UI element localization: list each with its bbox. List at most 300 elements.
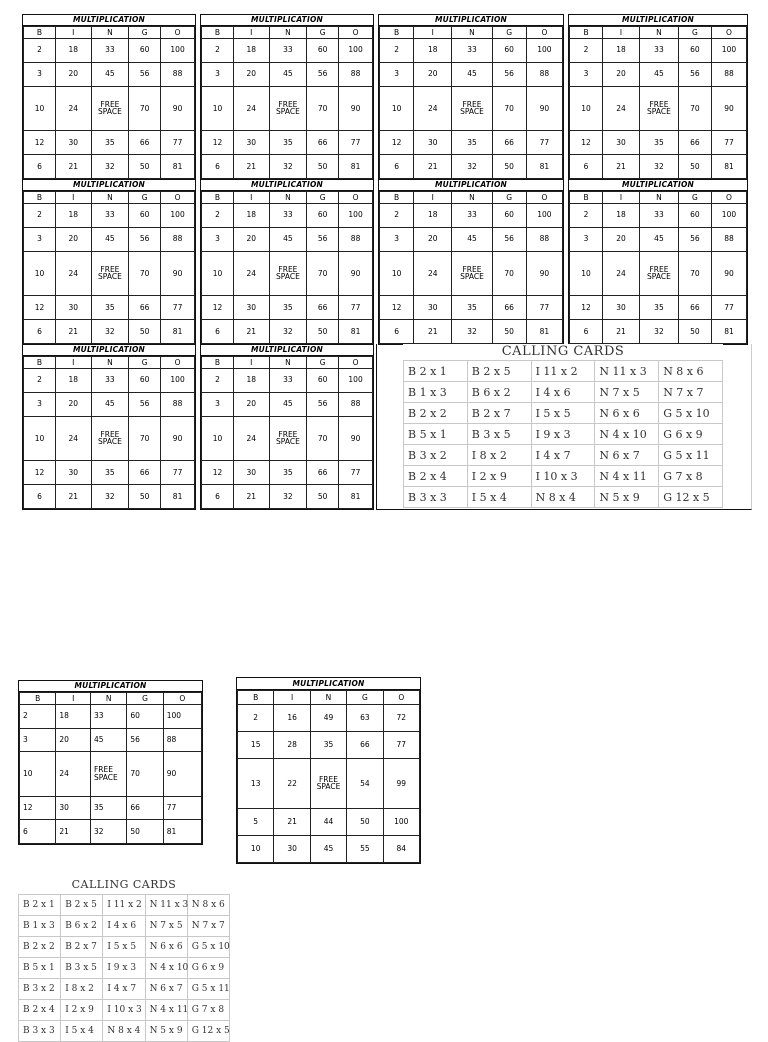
number-cell: 77 — [163, 796, 201, 820]
number-cell: 60 — [492, 39, 526, 63]
free-space-cell: FREE SPACE — [310, 758, 346, 809]
calling-card: B 2 x 2 — [404, 403, 468, 424]
column-header: G — [307, 27, 339, 39]
bingo-grid — [201, 191, 373, 344]
number-cell: 18 — [414, 204, 452, 228]
number-cell: 56 — [492, 62, 526, 86]
number-cell: 90 — [339, 251, 373, 296]
grid-row — [380, 204, 563, 228]
number-cell: 70 — [307, 416, 339, 461]
number-cell: 33 — [91, 204, 129, 228]
column-header: N — [269, 192, 307, 204]
number-cell: 70 — [129, 86, 161, 131]
number-cell: 45 — [91, 62, 129, 86]
calling-card: B 3 x 3 — [404, 487, 468, 508]
number-cell: 60 — [678, 204, 711, 228]
grid-row — [24, 296, 195, 320]
column-header: B — [570, 27, 603, 39]
number-cell: 45 — [452, 62, 492, 86]
number-cell: 50 — [129, 485, 161, 509]
number-cell: 81 — [339, 155, 373, 179]
number-cell: 88 — [711, 227, 746, 251]
number-cell: 32 — [91, 485, 129, 509]
calling-card: B 2 x 5 — [61, 895, 103, 916]
number-cell: 21 — [233, 155, 269, 179]
number-cell: 77 — [383, 731, 419, 758]
number-cell: 21 — [56, 820, 91, 844]
number-cell: 30 — [414, 296, 452, 320]
number-cell: 56 — [129, 392, 161, 416]
bingo-card — [200, 14, 374, 180]
grid-row — [570, 227, 747, 251]
column-header: N — [269, 27, 307, 39]
number-cell: 81 — [339, 320, 373, 344]
free-space-cell: FREE SPACE — [640, 251, 679, 296]
number-cell: 50 — [347, 809, 383, 836]
number-cell: 56 — [129, 62, 161, 86]
number-cell: 12 — [380, 296, 414, 320]
number-cell: 45 — [91, 392, 129, 416]
calling-card: G 6 x 9 — [659, 424, 723, 445]
calling-card: I 11 x 2 — [103, 895, 145, 916]
column-header: I — [233, 357, 269, 369]
number-cell: 3 — [380, 62, 414, 86]
grid-row — [24, 416, 195, 461]
calling-card: I 5 x 4 — [467, 487, 531, 508]
number-cell: 3 — [570, 62, 603, 86]
number-cell: 20 — [55, 392, 91, 416]
number-cell: 2 — [20, 705, 56, 729]
grid-row — [570, 86, 747, 131]
grid-row — [24, 62, 195, 86]
free-space-cell: FREE SPACE — [91, 251, 129, 296]
calling-card: N 6 x 7 — [145, 979, 187, 1000]
bingo-grid — [569, 26, 747, 179]
number-cell: 3 — [24, 62, 56, 86]
number-cell: 6 — [202, 485, 234, 509]
number-cell: 3 — [24, 392, 56, 416]
calling-cards — [18, 876, 230, 1042]
column-header: I — [56, 693, 91, 705]
number-cell: 90 — [526, 251, 562, 296]
grid-row — [202, 416, 373, 461]
grid-row — [570, 131, 747, 155]
number-cell: 45 — [640, 227, 679, 251]
calling-card: G 5 x 11 — [187, 979, 229, 1000]
column-header: O — [161, 27, 195, 39]
number-cell: 21 — [603, 155, 640, 179]
number-cell: 20 — [56, 728, 91, 752]
number-cell: 66 — [678, 296, 711, 320]
bingo-card — [200, 179, 374, 345]
calling-card: B 2 x 1 — [404, 361, 468, 382]
number-cell: 6 — [202, 320, 234, 344]
number-cell: 32 — [452, 320, 492, 344]
number-cell: 60 — [307, 39, 339, 63]
number-cell: 100 — [163, 705, 201, 729]
number-cell: 45 — [640, 62, 679, 86]
number-cell: 10 — [202, 251, 234, 296]
column-header: B — [202, 192, 234, 204]
number-cell: 77 — [339, 461, 373, 485]
number-cell: 10 — [24, 251, 56, 296]
calling-card: I 4 x 7 — [531, 445, 595, 466]
number-cell: 30 — [56, 796, 91, 820]
bingo-grid — [23, 191, 195, 344]
bingo-grid — [19, 692, 202, 844]
calling-card: B 2 x 7 — [61, 937, 103, 958]
calling-card: B 3 x 3 — [19, 1021, 61, 1042]
grid-row — [202, 461, 373, 485]
bingo-card — [22, 344, 196, 510]
calling-card: G 5 x 10 — [659, 403, 723, 424]
number-cell: 30 — [233, 296, 269, 320]
number-cell: 90 — [339, 86, 373, 131]
grid-row — [24, 155, 195, 179]
calling-card: I 10 x 3 — [531, 466, 595, 487]
number-cell: 3 — [570, 227, 603, 251]
number-cell: 35 — [91, 131, 129, 155]
column-header: O — [711, 27, 746, 39]
number-cell: 66 — [347, 731, 383, 758]
number-cell: 35 — [452, 131, 492, 155]
grid-row — [202, 39, 373, 63]
calling-card: N 8 x 4 — [531, 487, 595, 508]
number-cell: 70 — [492, 251, 526, 296]
calling-card: N 8 x 4 — [103, 1021, 145, 1042]
calling-card: N 4 x 10 — [145, 958, 187, 979]
number-cell: 6 — [570, 320, 603, 344]
number-cell: 24 — [603, 86, 640, 131]
grid-row — [380, 251, 563, 296]
number-cell: 81 — [163, 820, 201, 844]
grid-row — [202, 251, 373, 296]
grid-row — [380, 39, 563, 63]
calling-card: N 4 x 11 — [595, 466, 659, 487]
number-cell: 66 — [492, 131, 526, 155]
calling-card: B 2 x 2 — [19, 937, 61, 958]
number-cell: 55 — [347, 836, 383, 863]
number-cell: 88 — [161, 227, 195, 251]
number-cell: 30 — [603, 131, 640, 155]
number-cell: 88 — [526, 227, 562, 251]
bingo-card — [236, 677, 421, 864]
number-cell: 18 — [603, 39, 640, 63]
column-header: N — [452, 27, 492, 39]
grid-row — [570, 39, 747, 63]
number-cell: 77 — [526, 296, 562, 320]
number-cell: 100 — [383, 809, 419, 836]
free-space-cell: FREE SPACE — [91, 86, 129, 131]
number-cell: 2 — [202, 39, 234, 63]
column-header: B — [570, 192, 603, 204]
number-cell: 3 — [24, 227, 56, 251]
grid-row — [20, 820, 202, 844]
number-cell: 56 — [307, 227, 339, 251]
number-cell: 12 — [380, 131, 414, 155]
column-header: N — [91, 192, 129, 204]
column-header: O — [526, 192, 562, 204]
column-header: G — [127, 693, 163, 705]
grid-row — [380, 320, 563, 344]
number-cell: 70 — [129, 251, 161, 296]
calling-card: N 4 x 11 — [145, 1000, 187, 1021]
number-cell: 15 — [238, 731, 274, 758]
number-cell: 30 — [233, 131, 269, 155]
number-cell: 35 — [310, 731, 346, 758]
grid-row — [380, 296, 563, 320]
number-cell: 6 — [202, 155, 234, 179]
calling-card: B 3 x 5 — [61, 958, 103, 979]
number-cell: 81 — [711, 155, 746, 179]
number-cell: 24 — [414, 251, 452, 296]
number-cell: 24 — [603, 251, 640, 296]
number-cell: 56 — [307, 62, 339, 86]
column-header: G — [129, 192, 161, 204]
number-cell: 24 — [233, 416, 269, 461]
grid-row — [570, 320, 747, 344]
number-cell: 24 — [55, 416, 91, 461]
number-cell: 35 — [640, 296, 679, 320]
number-cell: 44 — [310, 809, 346, 836]
calling-card: N 7 x 7 — [187, 916, 229, 937]
number-cell: 32 — [90, 820, 126, 844]
number-cell: 49 — [310, 705, 346, 732]
number-cell: 45 — [90, 728, 126, 752]
number-cell: 90 — [161, 416, 195, 461]
number-cell: 50 — [129, 320, 161, 344]
number-cell: 32 — [640, 155, 679, 179]
number-cell: 30 — [603, 296, 640, 320]
number-cell: 100 — [711, 39, 746, 63]
free-space-cell: FREE SPACE — [452, 86, 492, 131]
number-cell: 33 — [91, 369, 129, 393]
number-cell: 66 — [307, 131, 339, 155]
number-cell: 60 — [492, 204, 526, 228]
number-cell: 12 — [24, 296, 56, 320]
grid-row — [202, 485, 373, 509]
number-cell: 77 — [161, 461, 195, 485]
number-cell: 35 — [91, 296, 129, 320]
number-cell: 90 — [711, 251, 746, 296]
calling-card: B 6 x 2 — [61, 916, 103, 937]
grid-row — [24, 320, 195, 344]
card-title: MULTIPLICATION — [201, 345, 373, 356]
calling-card: B 1 x 3 — [404, 382, 468, 403]
number-cell: 21 — [414, 320, 452, 344]
number-cell: 77 — [526, 131, 562, 155]
free-space-cell: FREE SPACE — [452, 251, 492, 296]
number-cell: 45 — [269, 392, 307, 416]
number-cell: 24 — [55, 86, 91, 131]
number-cell: 2 — [202, 369, 234, 393]
number-cell: 50 — [307, 155, 339, 179]
grid-row — [24, 131, 195, 155]
column-header: N — [91, 357, 129, 369]
card-title: MULTIPLICATION — [19, 681, 202, 692]
number-cell: 10 — [24, 416, 56, 461]
number-cell: 20 — [603, 227, 640, 251]
column-header: I — [233, 27, 269, 39]
number-cell: 18 — [233, 39, 269, 63]
number-cell: 100 — [339, 369, 373, 393]
number-cell: 3 — [20, 728, 56, 752]
number-cell: 10 — [238, 836, 274, 863]
number-cell: 33 — [452, 39, 492, 63]
number-cell: 70 — [307, 86, 339, 131]
grid-row — [20, 752, 202, 797]
number-cell: 66 — [307, 296, 339, 320]
number-cell: 12 — [202, 131, 234, 155]
number-cell: 81 — [161, 485, 195, 509]
number-cell: 20 — [55, 62, 91, 86]
card-title: MULTIPLICATION — [379, 180, 563, 191]
number-cell: 2 — [24, 369, 56, 393]
grid-row — [202, 204, 373, 228]
number-cell: 88 — [711, 62, 746, 86]
number-cell: 70 — [129, 416, 161, 461]
number-cell: 77 — [711, 131, 746, 155]
grid-row — [24, 86, 195, 131]
number-cell: 90 — [163, 752, 201, 797]
number-cell: 88 — [339, 227, 373, 251]
number-cell: 32 — [452, 155, 492, 179]
grid-row — [24, 461, 195, 485]
grid-row — [570, 204, 747, 228]
free-space-cell: FREE SPACE — [90, 752, 126, 797]
calling-card: B 2 x 4 — [19, 1000, 61, 1021]
number-cell: 56 — [307, 392, 339, 416]
number-cell: 30 — [414, 131, 452, 155]
number-cell: 88 — [161, 392, 195, 416]
number-cell: 30 — [55, 131, 91, 155]
grid-row — [24, 485, 195, 509]
free-space-cell: FREE SPACE — [640, 86, 679, 131]
number-cell: 30 — [55, 461, 91, 485]
card-title: MULTIPLICATION — [569, 15, 747, 26]
number-cell: 33 — [269, 369, 307, 393]
column-header: I — [274, 691, 310, 705]
column-header: N — [90, 693, 126, 705]
number-cell: 66 — [129, 131, 161, 155]
number-cell: 70 — [127, 752, 163, 797]
grid-row — [24, 39, 195, 63]
number-cell: 56 — [129, 227, 161, 251]
number-cell: 81 — [526, 320, 562, 344]
calling-cards — [403, 344, 723, 508]
number-cell: 21 — [414, 155, 452, 179]
number-cell: 32 — [269, 485, 307, 509]
calling-card: I 2 x 9 — [467, 466, 531, 487]
grid-row — [202, 62, 373, 86]
number-cell: 56 — [678, 62, 711, 86]
number-cell: 35 — [452, 296, 492, 320]
column-header: G — [307, 192, 339, 204]
number-cell: 6 — [24, 485, 56, 509]
column-header: I — [414, 27, 452, 39]
grid-row — [238, 809, 420, 836]
number-cell: 3 — [202, 392, 234, 416]
number-cell: 100 — [526, 39, 562, 63]
column-header: B — [238, 691, 274, 705]
number-cell: 12 — [570, 131, 603, 155]
free-space-cell: FREE SPACE — [269, 251, 307, 296]
calling-card: N 11 x 3 — [145, 895, 187, 916]
number-cell: 35 — [91, 461, 129, 485]
grid-row — [380, 155, 563, 179]
number-cell: 6 — [380, 155, 414, 179]
number-cell: 22 — [274, 758, 310, 809]
number-cell: 18 — [414, 39, 452, 63]
number-cell: 45 — [91, 227, 129, 251]
number-cell: 45 — [310, 836, 346, 863]
number-cell: 6 — [380, 320, 414, 344]
column-header: O — [711, 192, 746, 204]
card-title: MULTIPLICATION — [201, 180, 373, 191]
calling-card: I 4 x 6 — [531, 382, 595, 403]
number-cell: 88 — [339, 62, 373, 86]
column-header: I — [55, 192, 91, 204]
column-header: I — [55, 357, 91, 369]
number-cell: 50 — [678, 155, 711, 179]
number-cell: 10 — [380, 251, 414, 296]
calling-card: N 6 x 6 — [595, 403, 659, 424]
bingo-grid — [201, 356, 373, 509]
card-title: MULTIPLICATION — [237, 678, 420, 690]
calling-card: N 7 x 7 — [659, 382, 723, 403]
column-header: O — [163, 693, 201, 705]
number-cell: 32 — [91, 155, 129, 179]
grid-row — [24, 392, 195, 416]
number-cell: 24 — [233, 86, 269, 131]
column-header: N — [640, 27, 679, 39]
number-cell: 33 — [452, 204, 492, 228]
column-header: G — [307, 357, 339, 369]
number-cell: 45 — [269, 62, 307, 86]
calling-card: G 12 x 5 — [187, 1021, 229, 1042]
calling-card: G 6 x 9 — [187, 958, 229, 979]
number-cell: 30 — [233, 461, 269, 485]
number-cell: 81 — [161, 155, 195, 179]
number-cell: 81 — [711, 320, 746, 344]
number-cell: 18 — [233, 369, 269, 393]
number-cell: 66 — [678, 131, 711, 155]
number-cell: 77 — [161, 296, 195, 320]
number-cell: 45 — [452, 227, 492, 251]
grid-row — [24, 369, 195, 393]
calling-card: N 8 x 6 — [659, 361, 723, 382]
column-header: G — [678, 27, 711, 39]
number-cell: 99 — [383, 758, 419, 809]
grid-row — [238, 758, 420, 809]
number-cell: 16 — [274, 705, 310, 732]
number-cell: 30 — [274, 836, 310, 863]
number-cell: 33 — [91, 39, 129, 63]
number-cell: 18 — [56, 705, 91, 729]
grid-row — [202, 369, 373, 393]
calling-card: I 8 x 2 — [467, 445, 531, 466]
number-cell: 90 — [339, 416, 373, 461]
grid-row — [202, 392, 373, 416]
column-header: G — [492, 27, 526, 39]
number-cell: 35 — [640, 131, 679, 155]
number-cell: 32 — [91, 320, 129, 344]
bingo-grid — [379, 191, 563, 344]
number-cell: 2 — [380, 39, 414, 63]
number-cell: 33 — [90, 705, 126, 729]
number-cell: 70 — [678, 86, 711, 131]
number-cell: 60 — [307, 204, 339, 228]
